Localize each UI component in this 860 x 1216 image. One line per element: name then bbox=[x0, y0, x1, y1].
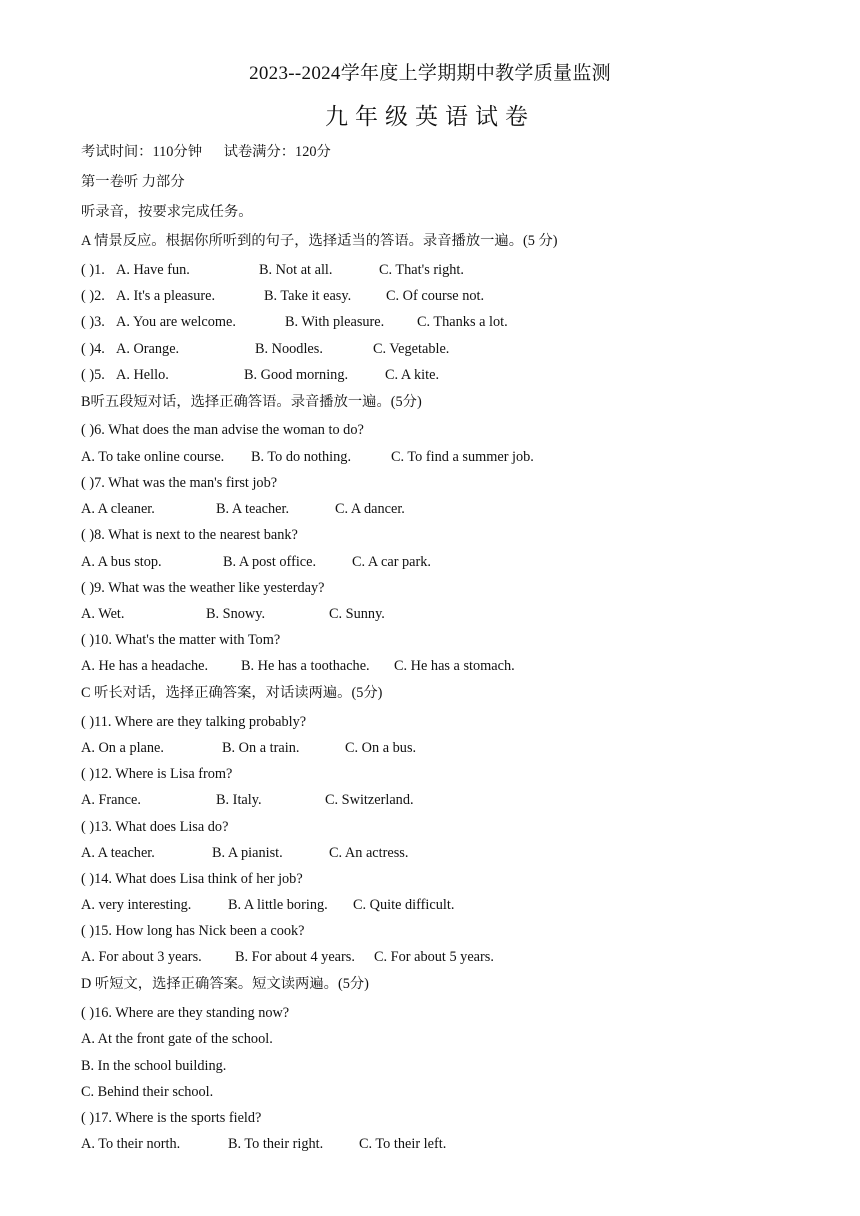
option-c: C. On a bus. bbox=[345, 740, 417, 756]
option-b: B. Not at all. bbox=[259, 262, 333, 278]
question-number: ( )2. bbox=[81, 288, 105, 304]
question-text: ( )8. What is next to the nearest bank? bbox=[81, 527, 298, 543]
option-a: A. A bus stop. bbox=[81, 554, 162, 570]
option-c: C. Thanks a lot. bbox=[417, 314, 508, 330]
option-b: B. Italy. bbox=[216, 792, 262, 808]
exam-info bbox=[81, 143, 331, 161]
option-b: B. A pianist. bbox=[212, 845, 283, 861]
option-a: A. very interesting. bbox=[81, 897, 192, 913]
option-a: A. France. bbox=[81, 792, 141, 808]
question-number: ( )3. bbox=[81, 314, 105, 330]
option-b: B. He has a toothache. bbox=[241, 658, 370, 674]
question-number: ( )5. bbox=[81, 367, 105, 383]
option-c: C. That's right. bbox=[379, 262, 464, 278]
question-text: ( )15. How long has Nick been a cook? bbox=[81, 923, 305, 939]
question-text: ( )13. What does Lisa do? bbox=[81, 819, 229, 835]
option-c: C. Switzerland. bbox=[325, 792, 414, 808]
question-number: ( )4. bbox=[81, 341, 105, 357]
option-b: B. Take it easy. bbox=[264, 288, 352, 304]
exam-time: 考试时间：110分钟 bbox=[81, 144, 202, 160]
option-a: A. To take online course. bbox=[81, 449, 225, 465]
option-c: C. A dancer. bbox=[335, 501, 405, 517]
option-a: A. For about 3 years. bbox=[81, 949, 202, 965]
option-c: C. Of course not. bbox=[386, 288, 485, 304]
option-c: C. Behind their school. bbox=[81, 1084, 214, 1100]
section-c-heading: C 听长对话，选择正确答案，对话读两遍。(5分) bbox=[81, 685, 383, 701]
option-b: B. A teacher. bbox=[216, 501, 290, 517]
option-b: B. For about 4 years. bbox=[235, 949, 355, 965]
question-row bbox=[81, 366, 440, 384]
option-b: B. Snowy. bbox=[206, 606, 266, 622]
option-c: C. For about 5 years. bbox=[374, 949, 494, 965]
question-text: ( )9. What was the weather like yesterday? bbox=[81, 580, 325, 596]
option-a: A. A teacher. bbox=[81, 845, 155, 861]
option-b: B. To do nothing. bbox=[251, 449, 352, 465]
option-a: A. You are welcome. bbox=[116, 314, 236, 330]
question-text: ( )17. Where is the sports field? bbox=[81, 1110, 262, 1126]
option-a: A. On a plane. bbox=[81, 740, 164, 756]
exam-title: 2023--2024学年度上学期期中教学质量监测 bbox=[249, 63, 611, 84]
option-c: C. A car park. bbox=[352, 554, 432, 570]
exam-score: 试卷满分：120分 bbox=[223, 144, 331, 160]
option-a: A. Have fun. bbox=[116, 262, 190, 278]
option-c: C. He has a stomach. bbox=[394, 658, 515, 674]
section-a-heading: A 情景反应。根据你所听到的句子，选择适当的答语。录音播放一遍。(5 分) bbox=[81, 233, 558, 249]
option-a: A. It's a pleasure. bbox=[116, 288, 216, 304]
question-row bbox=[81, 287, 485, 305]
section-d-heading: D 听短文，选择正确答案。短文读两遍。(5分) bbox=[81, 976, 369, 992]
question-text: ( )16. Where are they standing now? bbox=[81, 1005, 290, 1021]
option-a: A. At the front gate of the school. bbox=[81, 1031, 273, 1047]
question-text: ( )12. Where is Lisa from? bbox=[81, 766, 233, 782]
option-c: C. Sunny. bbox=[329, 606, 385, 622]
option-b: B. On a train. bbox=[222, 740, 300, 756]
option-b: B. With pleasure. bbox=[285, 314, 385, 330]
option-c: C. An actress. bbox=[329, 845, 409, 861]
question-row bbox=[81, 313, 508, 331]
option-b: B. In the school building. bbox=[81, 1058, 227, 1074]
option-a: A. Hello. bbox=[116, 367, 169, 383]
exam-subtitle: 九年级英语试卷 bbox=[325, 104, 535, 129]
section-b-heading: B听五段短对话，选择正确答语。录音播放一遍。(5分) bbox=[81, 394, 422, 410]
option-a: A. To their north. bbox=[81, 1136, 181, 1152]
option-b: B. To their right. bbox=[228, 1136, 324, 1152]
question-text: ( )14. What does Lisa think of her job? bbox=[81, 871, 303, 887]
question-text: ( )6. What does the man advise the woman to do? bbox=[81, 422, 364, 438]
option-b: B. Noodles. bbox=[255, 341, 323, 357]
option-a: A. Orange. bbox=[116, 341, 180, 357]
question-row bbox=[81, 261, 464, 279]
part1-instruction: 听录音，按要求完成任务。 bbox=[81, 204, 253, 220]
option-b: B. Good morning. bbox=[244, 367, 349, 383]
question-text: ( )10. What's the matter with Tom? bbox=[81, 632, 281, 648]
option-c: C. Vegetable. bbox=[373, 341, 450, 357]
question-number: ( )1. bbox=[81, 262, 105, 278]
option-a: A. Wet. bbox=[81, 606, 125, 622]
option-c: C. To find a summer job. bbox=[391, 449, 534, 465]
question-text: ( )11. Where are they talking probably? bbox=[81, 714, 307, 730]
option-c: C. To their left. bbox=[359, 1136, 447, 1152]
question-text: ( )7. What was the man's first job? bbox=[81, 475, 278, 491]
option-b: B. A post office. bbox=[223, 554, 317, 570]
option-c: C. Quite difficult. bbox=[353, 897, 455, 913]
option-b: B. A little boring. bbox=[228, 897, 328, 913]
part1-heading: 第一卷听 力部分 bbox=[81, 174, 185, 190]
question-row bbox=[81, 340, 450, 358]
option-a: A. He has a headache. bbox=[81, 658, 209, 674]
option-a: A. A cleaner. bbox=[81, 501, 155, 517]
option-c: C. A kite. bbox=[385, 367, 440, 383]
